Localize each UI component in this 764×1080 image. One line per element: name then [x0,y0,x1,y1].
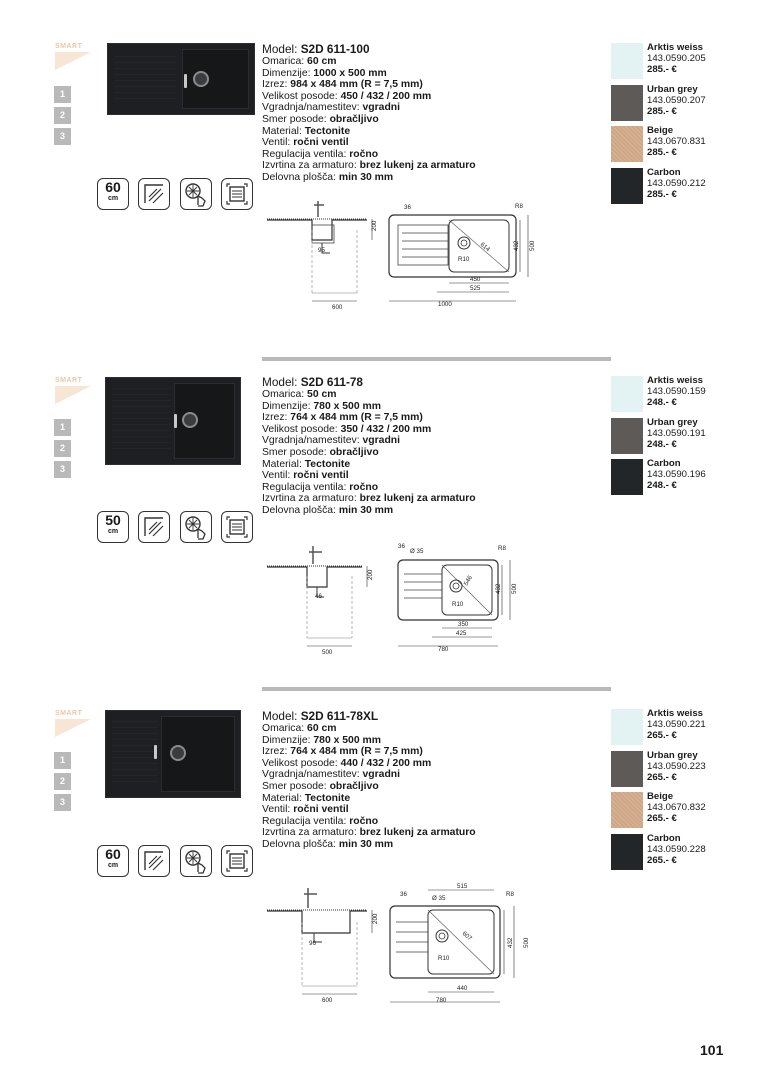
spec-row [262,412,476,424]
side-width-label: 600 [322,997,333,1004]
spec-label: Velikost posode: [262,423,341,435]
touch-drain-icon [180,178,212,210]
color-swatch-arktis-weiss [611,709,643,745]
step-2: 2 [54,107,71,124]
side-view [267,546,374,656]
spec-value: ročni ventil [293,137,349,149]
model-name: S2D 611-78 [300,375,363,389]
color-name: Beige [647,791,674,802]
spec-label: Regulacija ventila: [262,481,350,493]
spec-row [262,68,476,80]
smart-badge [55,377,91,405]
color-name: Beige [647,125,674,136]
color-code: 143.0590.212 [647,177,706,189]
side-offset-label: 46 [315,593,322,600]
color-name: Arktis weiss [647,42,703,53]
side-offset-label: 95 [318,247,325,254]
color-swatch-carbon [611,834,643,870]
color-code: 143.0670.831 [647,135,706,147]
spec-row [262,102,476,114]
spec-row [262,781,476,793]
cabinet-size-unit: cm [107,862,119,869]
spec-row [262,723,476,735]
bowl-depth-label: 432 [507,937,514,948]
spec-label: Smer posode: [262,780,330,792]
total-depth-label: 500 [511,583,518,594]
spec-label: Omarica: [262,723,308,734]
step-3: 3 [54,794,71,811]
smart-label: SMART [55,710,83,717]
installation-icon [221,845,253,877]
spec-label: Smer posode: [262,446,330,458]
draining-board-icon [138,178,170,210]
color-option [647,709,706,741]
spec-label: Izvrtina za armaturo: [262,827,360,839]
color-name: Arktis weiss [647,375,703,386]
spec-label: Regulacija ventila: [262,148,350,160]
side-height-label: 200 [371,220,378,231]
spec-label: Velikost posode: [262,757,341,769]
spec-row [262,79,476,91]
side-view [267,888,379,1004]
spec-value: 984 x 484 mm (R = 7,5 mm) [290,79,423,91]
cabinet-size-icon [97,845,129,877]
color-name: Carbon [647,167,681,178]
model-label: Model: [262,42,301,56]
spec-label: Ventil: [262,804,294,816]
color-price: 265.- € [647,729,677,741]
color-option [647,43,706,75]
drain-icon [193,71,209,87]
step-3: 3 [54,461,71,478]
spec-value: vgradni [362,102,401,114]
color-swatch-carbon [611,459,643,495]
cabinet-size-icon [97,178,129,210]
spec-value: Tectonite [304,125,351,137]
color-option [647,834,706,866]
spec-row [262,505,476,517]
spec-row [262,91,476,103]
total-depth-label: 500 [523,937,530,948]
corner-radius-label: R8 [498,545,506,552]
spec-value: 764 x 484 mm (R = 7,5 mm) [290,412,423,424]
spec-value: brez lukenj za armaturo [359,493,476,505]
spec-value: brez lukenj za armaturo [359,827,476,839]
spec-label: Izrez: [262,79,291,91]
color-option [647,126,706,158]
color-code: 143.0590.191 [647,427,706,439]
color-price: 265.- € [647,854,677,866]
spec-value: 780 x 500 mm [313,734,381,746]
spec-row [262,137,476,149]
step-2: 2 [54,440,71,457]
color-swatch-carbon [611,168,643,204]
spec-label: Izvrtina za armaturo: [262,160,360,172]
color-swatch-beige [611,792,643,828]
tap-hole-label: Ø 35 [410,548,424,555]
color-price: 285.- € [647,63,677,75]
diagonal-label: 546 [462,574,474,587]
spec-row [262,769,476,781]
technical-drawing [262,878,552,1008]
step-1: 1 [54,86,71,103]
spec-value: obračljivo [329,446,379,458]
sink-photo [105,710,241,798]
page-number: 101 [700,1042,724,1058]
technical-drawing [262,538,522,658]
color-price: 265.- € [647,771,677,783]
color-option [647,168,706,200]
bowl-width-label: 450 [470,276,481,283]
spec-label: Dimenzije: [262,400,314,412]
spec-value: 350 / 432 / 200 mm [340,423,432,435]
spec-row [262,56,476,68]
bowl-edge-label: 36 [400,891,407,898]
model-name: S2D 611-78XL [300,709,379,723]
spec-row [262,493,476,505]
spec-value: min 30 mm [338,504,394,516]
smart-label: SMART [55,43,83,50]
spec-value: 450 / 432 / 200 mm [340,90,432,102]
step-1: 1 [54,419,71,436]
touch-drain-icon [180,511,212,543]
spec-value: min 30 mm [338,171,394,183]
color-name: Urban grey [647,750,698,761]
color-code: 143.0590.228 [647,843,706,855]
color-name: Arktis weiss [647,708,703,719]
spec-row [262,735,476,747]
color-option [647,376,706,408]
cabinet-size-unit: cm [107,195,119,202]
drain-radius-label: R10 [458,256,470,263]
color-option [647,85,706,117]
corner-radius-label: R8 [506,891,514,898]
color-code: 143.0590.159 [647,385,706,397]
color-price: 285.- € [647,146,677,158]
spec-label: Ventil: [262,470,294,482]
spec-row [262,172,476,184]
cabinet-size-number: 50 [105,512,121,528]
draining-board-icon [138,845,170,877]
color-price: 248.- € [647,396,677,408]
color-price: 285.- € [647,188,677,200]
color-code: 143.0590.223 [647,760,706,772]
corner-radius-label: R8 [515,203,523,210]
spec-label: Delovna plošča: [262,838,339,850]
drain-icon [170,745,186,761]
color-swatch-arktis-weiss [611,376,643,412]
color-price: 285.- € [647,105,677,117]
model-label: Model: [262,709,301,723]
smart-triangle-icon [55,52,91,70]
top-view [390,883,530,1004]
smart-triangle-icon [55,719,91,737]
step-2: 2 [54,773,71,790]
section-divider [262,357,611,361]
smart-badge [55,43,91,71]
spec-label: Izrez: [262,412,291,424]
bowl-width-label: 350 [458,621,469,628]
draining-board-icon [138,511,170,543]
touch-drain-icon [180,845,212,877]
spec-list [262,43,476,184]
color-price: 248.- € [647,438,677,450]
spec-value: Tectonite [304,792,351,804]
drain-radius-label: R10 [438,955,450,962]
drain-lever [154,745,157,759]
drain-icon [182,412,198,428]
spec-label: Izrez: [262,746,291,758]
color-price: 248.- € [647,479,677,491]
technical-drawing [262,195,552,315]
step-1: 1 [54,752,71,769]
color-name: Urban grey [647,84,698,95]
top-width-label: 515 [457,883,468,890]
spec-row [262,114,476,126]
sink-photo [107,43,255,115]
color-option [647,418,706,450]
spec-row [262,389,476,401]
total-width-label: 780 [438,646,449,653]
spec-label: Dimenzije: [262,67,314,79]
cabinet-size-number: 60 [105,179,121,195]
spec-value: 780 x 500 mm [313,400,381,412]
model-line [262,710,476,723]
side-width-label: 600 [332,304,343,311]
spec-row [262,816,476,828]
spec-row [262,126,476,138]
model-label: Model: [262,375,301,389]
spec-label: Material: [262,458,305,470]
total-width-label: 1000 [438,301,452,308]
spec-label: Vgradnja/namestitev: [262,769,363,781]
side-height-label: 200 [372,913,379,924]
color-code: 143.0590.205 [647,52,706,64]
spec-row [262,447,476,459]
spec-row [262,827,476,839]
spec-value: 50 cm [307,389,337,400]
spec-row [262,482,476,494]
spec-label: Delovna plošča: [262,171,339,183]
installation-icon [221,511,253,543]
color-swatch-urban-grey [611,418,643,454]
spec-label: Material: [262,125,305,137]
step-3: 3 [54,128,71,145]
spec-label: Delovna plošča: [262,504,339,516]
spec-value: brez lukenj za armaturo [359,160,476,172]
spec-label: Material: [262,792,305,804]
diagonal-label: 607 [460,930,474,943]
spec-row [262,758,476,770]
bowl-depth-label: 432 [495,583,502,594]
spec-value: 1000 x 500 mm [313,67,387,79]
spec-label: Velikost posode: [262,90,341,102]
spec-label: Regulacija ventila: [262,815,350,827]
spec-value: min 30 mm [338,838,394,850]
spec-list [262,710,476,851]
spec-value: ročno [349,481,379,493]
spec-row [262,746,476,758]
color-price: 265.- € [647,812,677,824]
color-name: Carbon [647,458,681,469]
spec-row [262,401,476,413]
draining-ribs [114,54,176,104]
spec-row [262,804,476,816]
spec-value: ročno [349,815,379,827]
spec-label: Smer posode: [262,113,330,125]
spec-label: Vgradnja/namestitev: [262,435,363,447]
inner-width-label: 525 [470,285,481,292]
bowl-edge-label: 36 [404,204,411,211]
spec-value: ročni ventil [293,804,349,816]
spec-label: Omarica: [262,56,308,67]
total-width-label: 780 [436,997,447,1004]
bowl-depth-label: 432 [513,240,520,251]
side-height-label: 200 [367,569,374,580]
cabinet-size-icon [97,511,129,543]
cabinet-size-unit: cm [107,528,119,535]
color-swatch-beige [611,126,643,162]
inner-width-label: 425 [456,630,467,637]
spec-label: Vgradnja/namestitev: [262,102,363,114]
color-option [647,792,706,824]
spec-row [262,424,476,436]
spec-list [262,376,476,517]
top-view [398,543,518,653]
spec-label: Dimenzije: [262,734,314,746]
sink-photo [105,377,241,465]
draining-ribs [112,388,170,454]
spec-row [262,793,476,805]
side-view [267,201,378,311]
spec-value: 764 x 484 mm (R = 7,5 mm) [290,746,423,758]
section-divider [262,687,611,691]
spec-value: vgradni [362,769,401,781]
bowl-edge-label: 36 [398,543,405,550]
spec-value: ročno [349,148,379,160]
smart-triangle-icon [55,386,91,404]
spec-label: Omarica: [262,389,308,400]
spec-row [262,160,476,172]
spec-row [262,839,476,851]
spec-row [262,435,476,447]
tap-hole-label: Ø 35 [432,895,446,902]
spec-label: Izvrtina za armaturo: [262,493,360,505]
spec-label: Ventil: [262,137,294,149]
color-name: Carbon [647,833,681,844]
color-name: Urban grey [647,417,698,428]
model-name: S2D 611-100 [300,42,370,56]
color-swatch-urban-grey [611,751,643,787]
color-code: 143.0590.196 [647,468,706,480]
color-code: 143.0590.207 [647,94,706,106]
smart-badge [55,710,91,738]
spec-value: Tectonite [304,458,351,470]
color-swatch-arktis-weiss [611,43,643,79]
total-depth-label: 500 [529,240,536,251]
spec-value: 440 / 432 / 200 mm [340,757,432,769]
spec-value: vgradni [362,435,401,447]
spec-row [262,470,476,482]
color-code: 143.0670.832 [647,801,706,813]
color-swatch-urban-grey [611,85,643,121]
spec-value: 60 cm [307,723,337,734]
spec-value: obračljivo [329,113,379,125]
spec-row [262,149,476,161]
cabinet-size-number: 60 [105,846,121,862]
diagonal-label: 614 [478,241,492,254]
top-view [389,203,536,308]
spec-value: 60 cm [307,56,337,67]
model-line [262,43,476,56]
bowl-width-label: 440 [457,985,468,992]
model-line [262,376,476,389]
drain-lever [184,74,187,88]
side-width-label: 500 [322,649,333,656]
drain-radius-label: R10 [452,601,464,608]
draining-ribs [112,721,158,787]
drain-lever [174,414,177,428]
side-offset-label: 96 [309,940,316,947]
spec-value: ročni ventil [293,470,349,482]
color-option [647,751,706,783]
color-code: 143.0590.221 [647,718,706,730]
color-option [647,459,706,491]
spec-row [262,459,476,471]
smart-label: SMART [55,377,83,384]
spec-value: obračljivo [329,780,379,792]
installation-icon [221,178,253,210]
